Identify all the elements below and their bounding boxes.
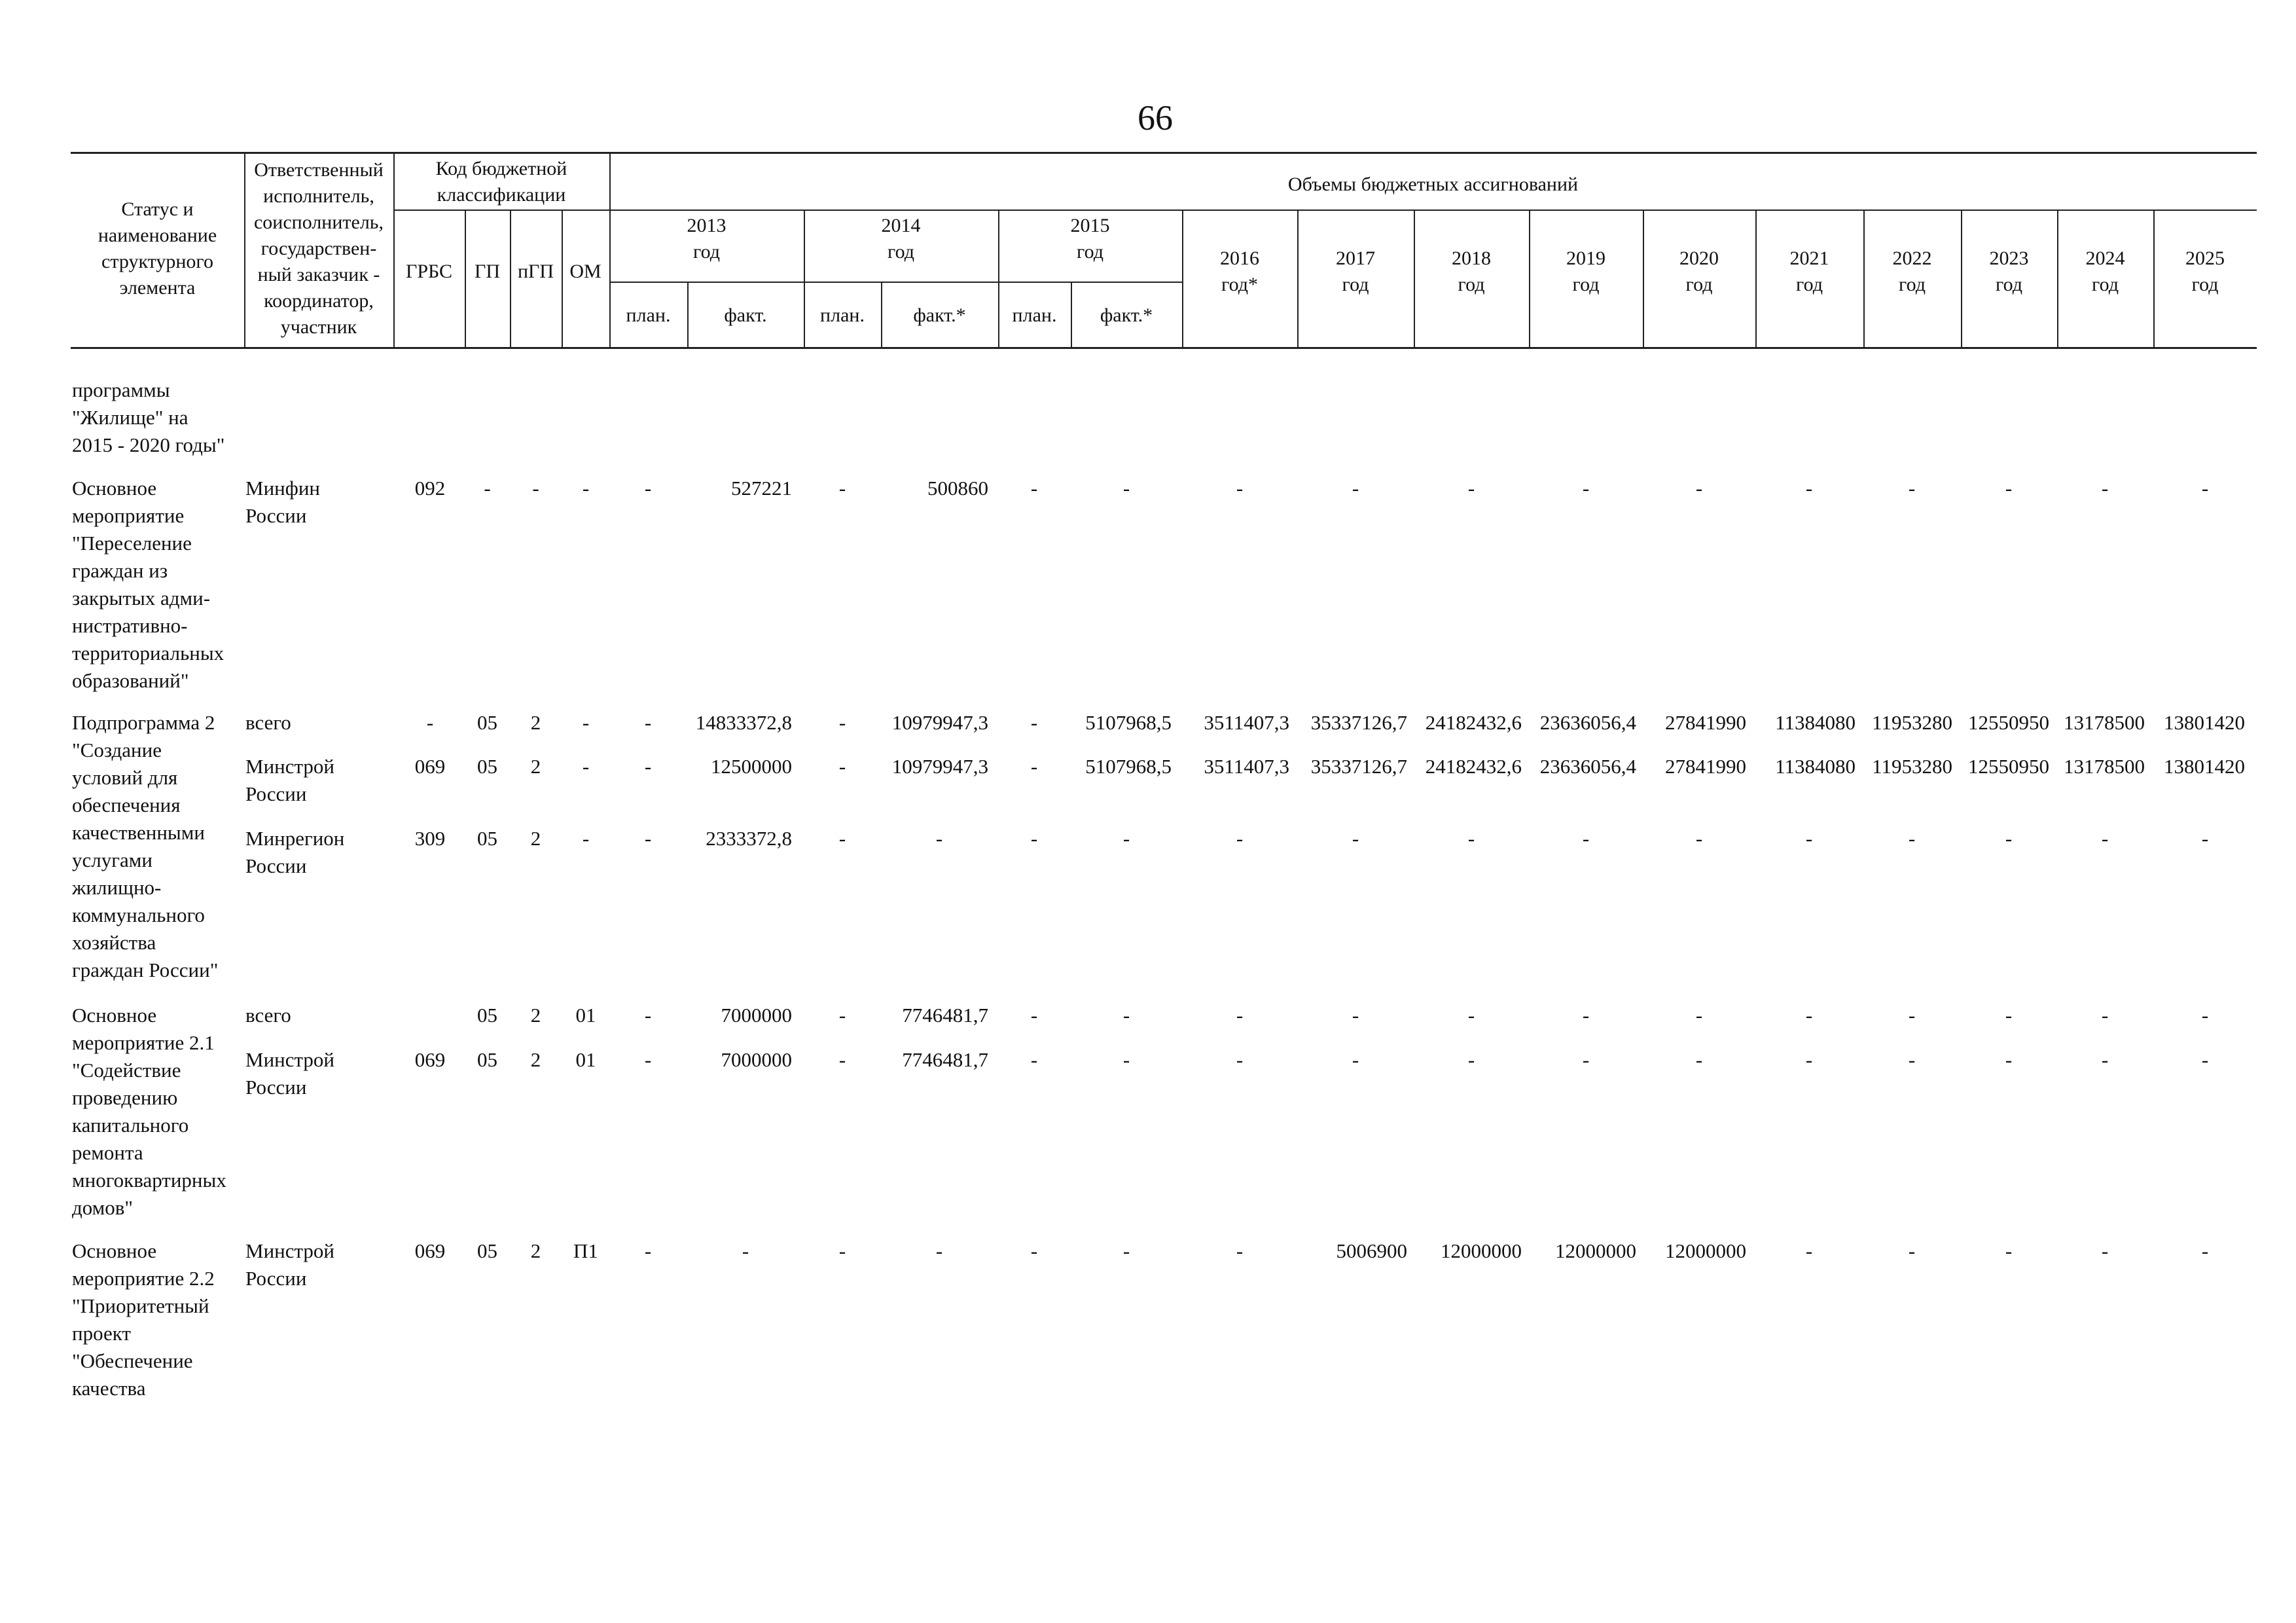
- value-cell: -: [1805, 1048, 1813, 1071]
- gp-cell: 05: [477, 827, 497, 850]
- value-cell: -: [1695, 477, 1703, 500]
- om-cell: 01: [575, 1048, 596, 1071]
- value-cell: -: [1352, 1004, 1359, 1027]
- om-cell: 01: [575, 1004, 596, 1027]
- value-cell: -: [1030, 477, 1038, 500]
- value-cell: -: [838, 755, 846, 778]
- om-cell: -: [582, 755, 590, 778]
- value-cell: -: [935, 827, 943, 850]
- grbs-cell: -: [426, 711, 434, 734]
- header-year-2023: 2023 год: [1989, 247, 2029, 295]
- plan-fact-divider: [609, 282, 1182, 283]
- header-year-2013: 2013 год: [687, 215, 726, 263]
- gp-cell: 05: [477, 1048, 497, 1071]
- header-year-2018: 2018 год: [1452, 247, 1491, 295]
- value-cell: -: [1467, 477, 1475, 500]
- value-cell: 5107968,5: [1085, 755, 1172, 778]
- value-cell: -: [1908, 1239, 1916, 1262]
- budget-code-divider: [393, 210, 609, 211]
- value-cell: -: [2005, 477, 2013, 500]
- header-status: Статус и наименование структурного элемента: [98, 198, 217, 299]
- pgp-cell: 2: [530, 711, 541, 734]
- value-cell: -: [1908, 477, 1916, 500]
- value-cell: -: [644, 1239, 652, 1262]
- value-cell: -: [1582, 1004, 1590, 1027]
- value-cell: 12000000: [1665, 1239, 1746, 1262]
- om-cell: -: [582, 711, 590, 734]
- value-cell: -: [1467, 1004, 1475, 1027]
- gp-cell: 05: [477, 1239, 497, 1262]
- value-cell: 12550950: [1968, 711, 2049, 734]
- value-cell: 527221: [731, 477, 792, 500]
- value-cell: -: [1695, 1004, 1703, 1027]
- value-cell: 7000000: [721, 1048, 792, 1071]
- value-cell: 11384080: [1775, 755, 1856, 778]
- value-cell: 5006900: [1336, 1239, 1407, 1262]
- value-cell: -: [1122, 1048, 1130, 1071]
- gp-cell: 05: [477, 755, 497, 778]
- value-cell: -: [1236, 1004, 1244, 1027]
- header-year-2014: 2014 год: [881, 215, 921, 263]
- header-pgp: пГП: [517, 261, 554, 282]
- gp-cell: 05: [477, 1004, 497, 1027]
- value-cell: -: [1582, 827, 1590, 850]
- responsible-cell: Минстрой России: [245, 1239, 335, 1290]
- value-cell: -: [1695, 1048, 1703, 1071]
- value-cell: -: [838, 1239, 846, 1262]
- value-cell: 7746481,7: [902, 1004, 988, 1027]
- value-cell: 7746481,7: [902, 1048, 988, 1071]
- value-cell: -: [1236, 477, 1244, 500]
- value-cell: -: [838, 711, 846, 734]
- om-cell: П1: [573, 1239, 598, 1262]
- responsible-cell: Минрегион России: [245, 827, 345, 877]
- value-cell: -: [644, 477, 652, 500]
- header-bottom-border: [71, 347, 2257, 349]
- value-cell: -: [1122, 1004, 1130, 1027]
- value-cell: 12000000: [1555, 1239, 1636, 1262]
- value-cell: -: [2005, 827, 2013, 850]
- value-cell: -: [1908, 1048, 1916, 1071]
- value-cell: -: [742, 1239, 749, 1262]
- header-budget-code: Код бюджетной классификации: [435, 158, 567, 206]
- header-fact-2014: факт.*: [913, 304, 966, 326]
- value-cell: -: [1908, 827, 1916, 850]
- value-cell: -: [1030, 1048, 1038, 1071]
- header-plan-2014: план.: [820, 304, 865, 326]
- value-cell: -: [1805, 827, 1813, 850]
- om-cell: -: [582, 827, 590, 850]
- value-cell: 35337126,7: [1310, 755, 1407, 778]
- header-om: ОМ: [569, 261, 601, 282]
- value-cell: 24182432,6: [1425, 711, 1522, 734]
- value-cell: 13801420: [2164, 711, 2245, 734]
- value-cell: -: [2005, 1048, 2013, 1071]
- value-cell: 35337126,7: [1310, 711, 1407, 734]
- value-cell: -: [644, 827, 652, 850]
- value-cell: -: [1030, 755, 1038, 778]
- value-cell: -: [1030, 711, 1038, 734]
- value-cell: 12500000: [711, 755, 792, 778]
- pgp-cell: 2: [530, 1048, 541, 1071]
- value-cell: -: [1582, 477, 1590, 500]
- grbs-cell: 069: [414, 1239, 446, 1262]
- grbs-cell: 309: [414, 827, 446, 850]
- value-cell: -: [2101, 827, 2109, 850]
- grbs-cell: 069: [414, 755, 446, 778]
- value-cell: -: [2101, 1048, 2109, 1071]
- gp-cell: -: [484, 477, 491, 500]
- value-cell: -: [1030, 1239, 1038, 1262]
- value-cell: 3511407,3: [1204, 711, 1289, 734]
- value-cell: 2333372,8: [706, 827, 792, 850]
- value-cell: 3511407,3: [1204, 755, 1289, 778]
- grbs-cell: 069: [414, 1048, 446, 1071]
- value-cell: -: [644, 755, 652, 778]
- header-gp: ГП: [474, 261, 500, 282]
- header-fact-2013: факт.: [724, 304, 767, 326]
- row-name: Основное мероприятие 2.2 "Приоритетный проект "Обеспечение качества: [72, 1239, 215, 1400]
- value-cell: -: [1805, 477, 1813, 500]
- value-cell: -: [1122, 827, 1130, 850]
- row-name: Основное мероприятие "Переселение граждан из закрытых адми- нистративно- территориальных образований": [72, 477, 224, 692]
- value-cell: -: [1236, 827, 1244, 850]
- header-plan-2015: план.: [1012, 304, 1057, 326]
- grbs-cell: 092: [414, 477, 446, 500]
- value-cell: -: [1352, 477, 1359, 500]
- header-plan-2013: план.: [626, 304, 671, 326]
- volumes-divider: [609, 210, 2257, 211]
- header-year-2015: 2015 год: [1070, 215, 1110, 263]
- value-cell: 13178500: [2064, 755, 2145, 778]
- value-cell: -: [1352, 1048, 1359, 1071]
- value-cell: 10979947,3: [891, 755, 988, 778]
- value-cell: -: [2005, 1004, 2013, 1027]
- responsible-cell: Минстрой России: [245, 755, 335, 805]
- header-year-2025: 2025 год: [2185, 247, 2225, 295]
- pgp-cell: 2: [530, 827, 541, 850]
- value-cell: -: [2101, 1239, 2109, 1262]
- value-cell: -: [2201, 477, 2209, 500]
- value-cell: -: [838, 1048, 846, 1071]
- pgp-cell: 2: [530, 755, 541, 778]
- value-cell: 24182432,6: [1425, 755, 1522, 778]
- value-cell: -: [1582, 1048, 1590, 1071]
- responsible-cell: Минфин России: [245, 477, 321, 527]
- responsible-cell: всего: [245, 711, 291, 734]
- header-year-2024: 2024 год: [2085, 247, 2125, 295]
- pgp-cell: 2: [530, 1004, 541, 1027]
- value-cell: 5107968,5: [1085, 711, 1172, 734]
- header-grbs: ГРБС: [405, 261, 453, 282]
- row-name: Основное мероприятие 2.1 "Содействие проведению капитального ремонта многоквартирных домов": [72, 1004, 226, 1219]
- value-cell: -: [644, 711, 652, 734]
- header-year-2021: 2021 год: [1789, 247, 1829, 295]
- value-cell: 27841990: [1665, 711, 1746, 734]
- value-cell: -: [838, 477, 846, 500]
- value-cell: -: [2005, 1239, 2013, 1262]
- value-cell: -: [1805, 1004, 1813, 1027]
- table-top-border: [71, 152, 2257, 154]
- responsible-cell: всего: [245, 1004, 291, 1027]
- value-cell: 27841990: [1665, 755, 1746, 778]
- value-cell: 11953280: [1872, 711, 1952, 734]
- value-cell: 500860: [927, 477, 988, 500]
- value-cell: -: [644, 1048, 652, 1071]
- value-cell: 14833372,8: [695, 711, 792, 734]
- value-cell: -: [2201, 1239, 2209, 1262]
- value-cell: 23636056,4: [1539, 755, 1636, 778]
- value-cell: -: [1122, 477, 1130, 500]
- value-cell: -: [644, 1004, 652, 1027]
- value-cell: 7000000: [721, 1004, 792, 1027]
- value-cell: 12550950: [1968, 755, 2049, 778]
- value-cell: -: [1236, 1239, 1244, 1262]
- pgp-cell: 2: [530, 1239, 541, 1262]
- row-name: программы "Жилище" на 2015 - 2020 годы": [72, 378, 225, 456]
- header-responsible: Ответственный исполнитель, соисполнитель, государствен- ный заказчик - координатор, участник: [253, 159, 384, 338]
- value-cell: 11384080: [1775, 711, 1856, 734]
- value-cell: 10979947,3: [891, 711, 988, 734]
- value-cell: -: [1467, 827, 1475, 850]
- header-year-2016: 2016 год*: [1220, 247, 1259, 295]
- value-cell: -: [1236, 1048, 1244, 1071]
- value-cell: -: [935, 1239, 943, 1262]
- header-year-2019: 2019 год: [1566, 247, 1605, 295]
- header-year-2017: 2017 год: [1336, 247, 1375, 295]
- row-name: Подпрограмма 2 "Создание условий для обеспечения качественными услугами жилищно- коммунального хозяйства граждан России": [72, 711, 219, 981]
- value-cell: 23636056,4: [1539, 711, 1636, 734]
- value-cell: -: [1805, 1239, 1813, 1262]
- pgp-cell: -: [532, 477, 539, 500]
- value-cell: -: [1467, 1048, 1475, 1071]
- value-cell: -: [2201, 1004, 2209, 1027]
- value-cell: -: [1695, 827, 1703, 850]
- value-cell: 11953280: [1872, 755, 1952, 778]
- value-cell: -: [1122, 1239, 1130, 1262]
- value-cell: 12000000: [1441, 1239, 1522, 1262]
- header-year-2020: 2020 год: [1679, 247, 1719, 295]
- value-cell: -: [838, 827, 846, 850]
- value-cell: -: [1908, 1004, 1916, 1027]
- page-number: 66: [1138, 98, 1173, 137]
- value-cell: -: [838, 1004, 846, 1027]
- gp-cell: 05: [477, 711, 497, 734]
- value-cell: -: [1352, 827, 1359, 850]
- value-cell: -: [2201, 1048, 2209, 1071]
- value-cell: -: [2101, 1004, 2109, 1027]
- value-cell: -: [2101, 477, 2109, 500]
- value-cell: 13178500: [2064, 711, 2145, 734]
- value-cell: 13801420: [2164, 755, 2245, 778]
- responsible-cell: Минстрой России: [245, 1048, 335, 1099]
- header-year-2022: 2022 год: [1892, 247, 1932, 295]
- header-fact-2015: факт.*: [1100, 304, 1153, 326]
- value-cell: -: [1030, 827, 1038, 850]
- om-cell: -: [582, 477, 590, 500]
- header-volumes: Объемы бюджетных ассигнований: [1287, 173, 1579, 195]
- value-cell: -: [1030, 1004, 1038, 1027]
- value-cell: -: [2201, 827, 2209, 850]
